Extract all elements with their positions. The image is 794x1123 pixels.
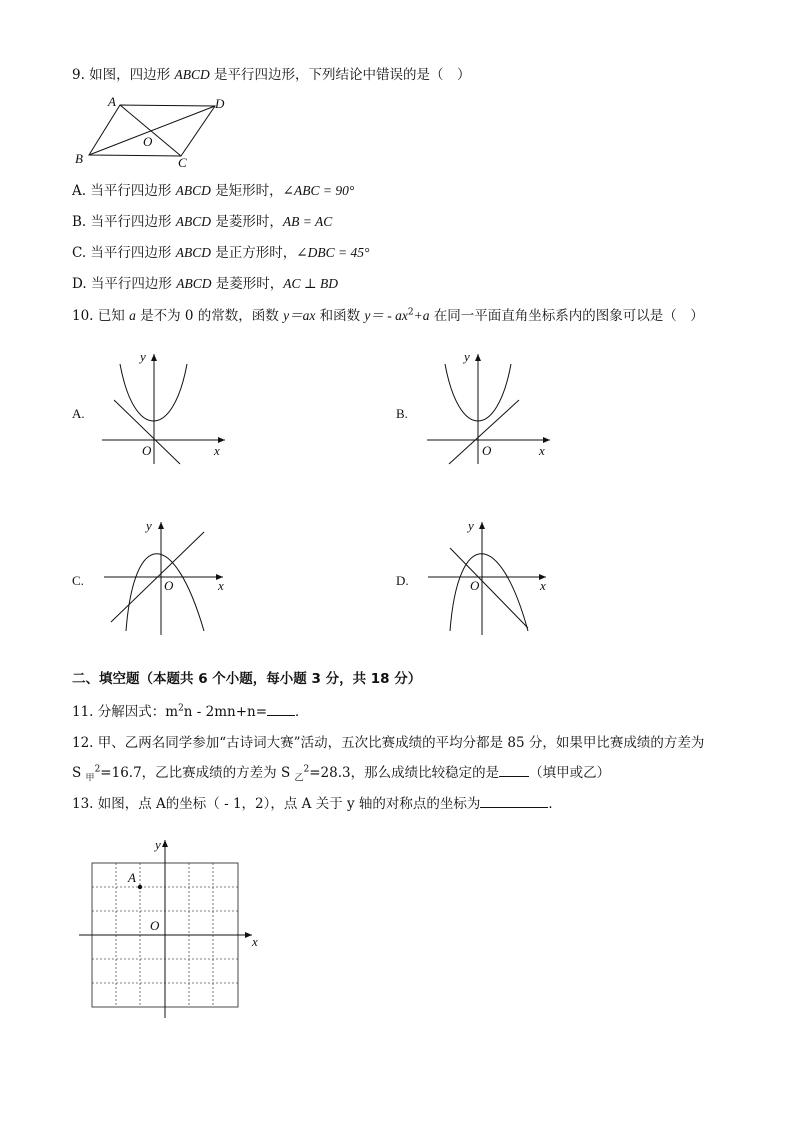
section-2-heading: 二、填空题（本题共 6 个小题，每小题 3 分，共 18 分） — [72, 671, 422, 687]
q12-answer-blank[interactable] — [499, 764, 529, 777]
grid-label-O: O — [150, 918, 160, 933]
grid-label-y: y — [155, 837, 161, 852]
q10-option-a-label[interactable]: A. — [72, 406, 85, 421]
label-A: A — [108, 94, 116, 109]
q10-option-b-label[interactable]: B. — [396, 406, 408, 421]
q12-line-2: S $_甲^2$=16.7，乙比赛成绩的方差为 S $_乙^2$=28.3，那么成绩比较稳定的是 （填甲或乙） — [72, 764, 611, 784]
label-D: D — [215, 96, 225, 111]
q9-stem: 9. 如图，四边形 ABCD 是平行四边形，下列结论中错误的是（ ） — [72, 67, 471, 83]
q10-option-d-label[interactable]: D. — [396, 573, 409, 588]
label-O: O — [143, 134, 153, 149]
graph-b-y-label: y — [464, 349, 470, 364]
graph-c-x-label: x — [218, 578, 224, 593]
grid-label-A: A — [128, 870, 136, 885]
graph-a-x-label: x — [214, 443, 220, 458]
q10-option-c-label[interactable]: C. — [72, 573, 84, 588]
graph-d-y-label: y — [468, 518, 474, 533]
q13-answer-blank[interactable] — [480, 795, 548, 808]
q10-graph-a[interactable] — [98, 350, 238, 470]
q10-graph-b[interactable] — [423, 350, 563, 470]
q12-line-1: 12. 甲、乙两名同学参加“古诗词大赛”活动，五次比赛成绩的平均分都是 85 分，如果甲比赛成绩的方差为 — [72, 735, 705, 751]
point-a — [138, 885, 142, 889]
graph-d-x-label: x — [540, 578, 546, 593]
graph-a-y-label: y — [140, 349, 146, 364]
q11-answer-blank[interactable] — [267, 703, 295, 716]
q10-stem: 10. 已知 a 是不为 0 的常数，函数 y＝ax 和函数 $y= - ax^2+a$ 在同一平面直角坐标系内的图象可以是（ ） — [72, 307, 704, 324]
graph-b-x-label: x — [539, 443, 545, 458]
graph-a-origin: O — [142, 443, 152, 458]
graph-c-origin: O — [164, 578, 174, 593]
grid-label-x: x — [252, 934, 258, 949]
q13-question: 13. 如图，点 A的坐标（ - 1，2），点 A 关于 y 轴的对称点的坐标为 ． — [72, 796, 562, 812]
graph-c-y-label: y — [146, 518, 152, 533]
q11-question: 11. 分解因式：$m^2n - 2mn+n=$ ． — [72, 703, 309, 720]
q10-graph-d[interactable] — [424, 518, 564, 638]
graph-b-origin: O — [482, 443, 492, 458]
q9-parallelogram-figure — [70, 92, 230, 172]
label-C: C — [178, 155, 187, 170]
label-B: B — [75, 151, 83, 166]
q9-option-b[interactable]: B. 当平行四边形 ABCD 是菱形时，AB = AC — [72, 214, 333, 230]
q9-option-a[interactable]: A. 当平行四边形 ABCD 是矩形时，∠ABC = 90° — [72, 183, 355, 199]
q9-option-c[interactable]: C. 当平行四边形 ABCD 是正方形时，∠DBC = 45° — [72, 245, 370, 261]
q9-option-d[interactable]: D. 当平行四边形 ABCD 是菱形时，AC ⊥ BD — [72, 276, 338, 292]
q13-grid-figure — [76, 836, 266, 1021]
graph-d-origin: O — [470, 578, 480, 593]
q10-graph-c[interactable] — [100, 518, 240, 638]
